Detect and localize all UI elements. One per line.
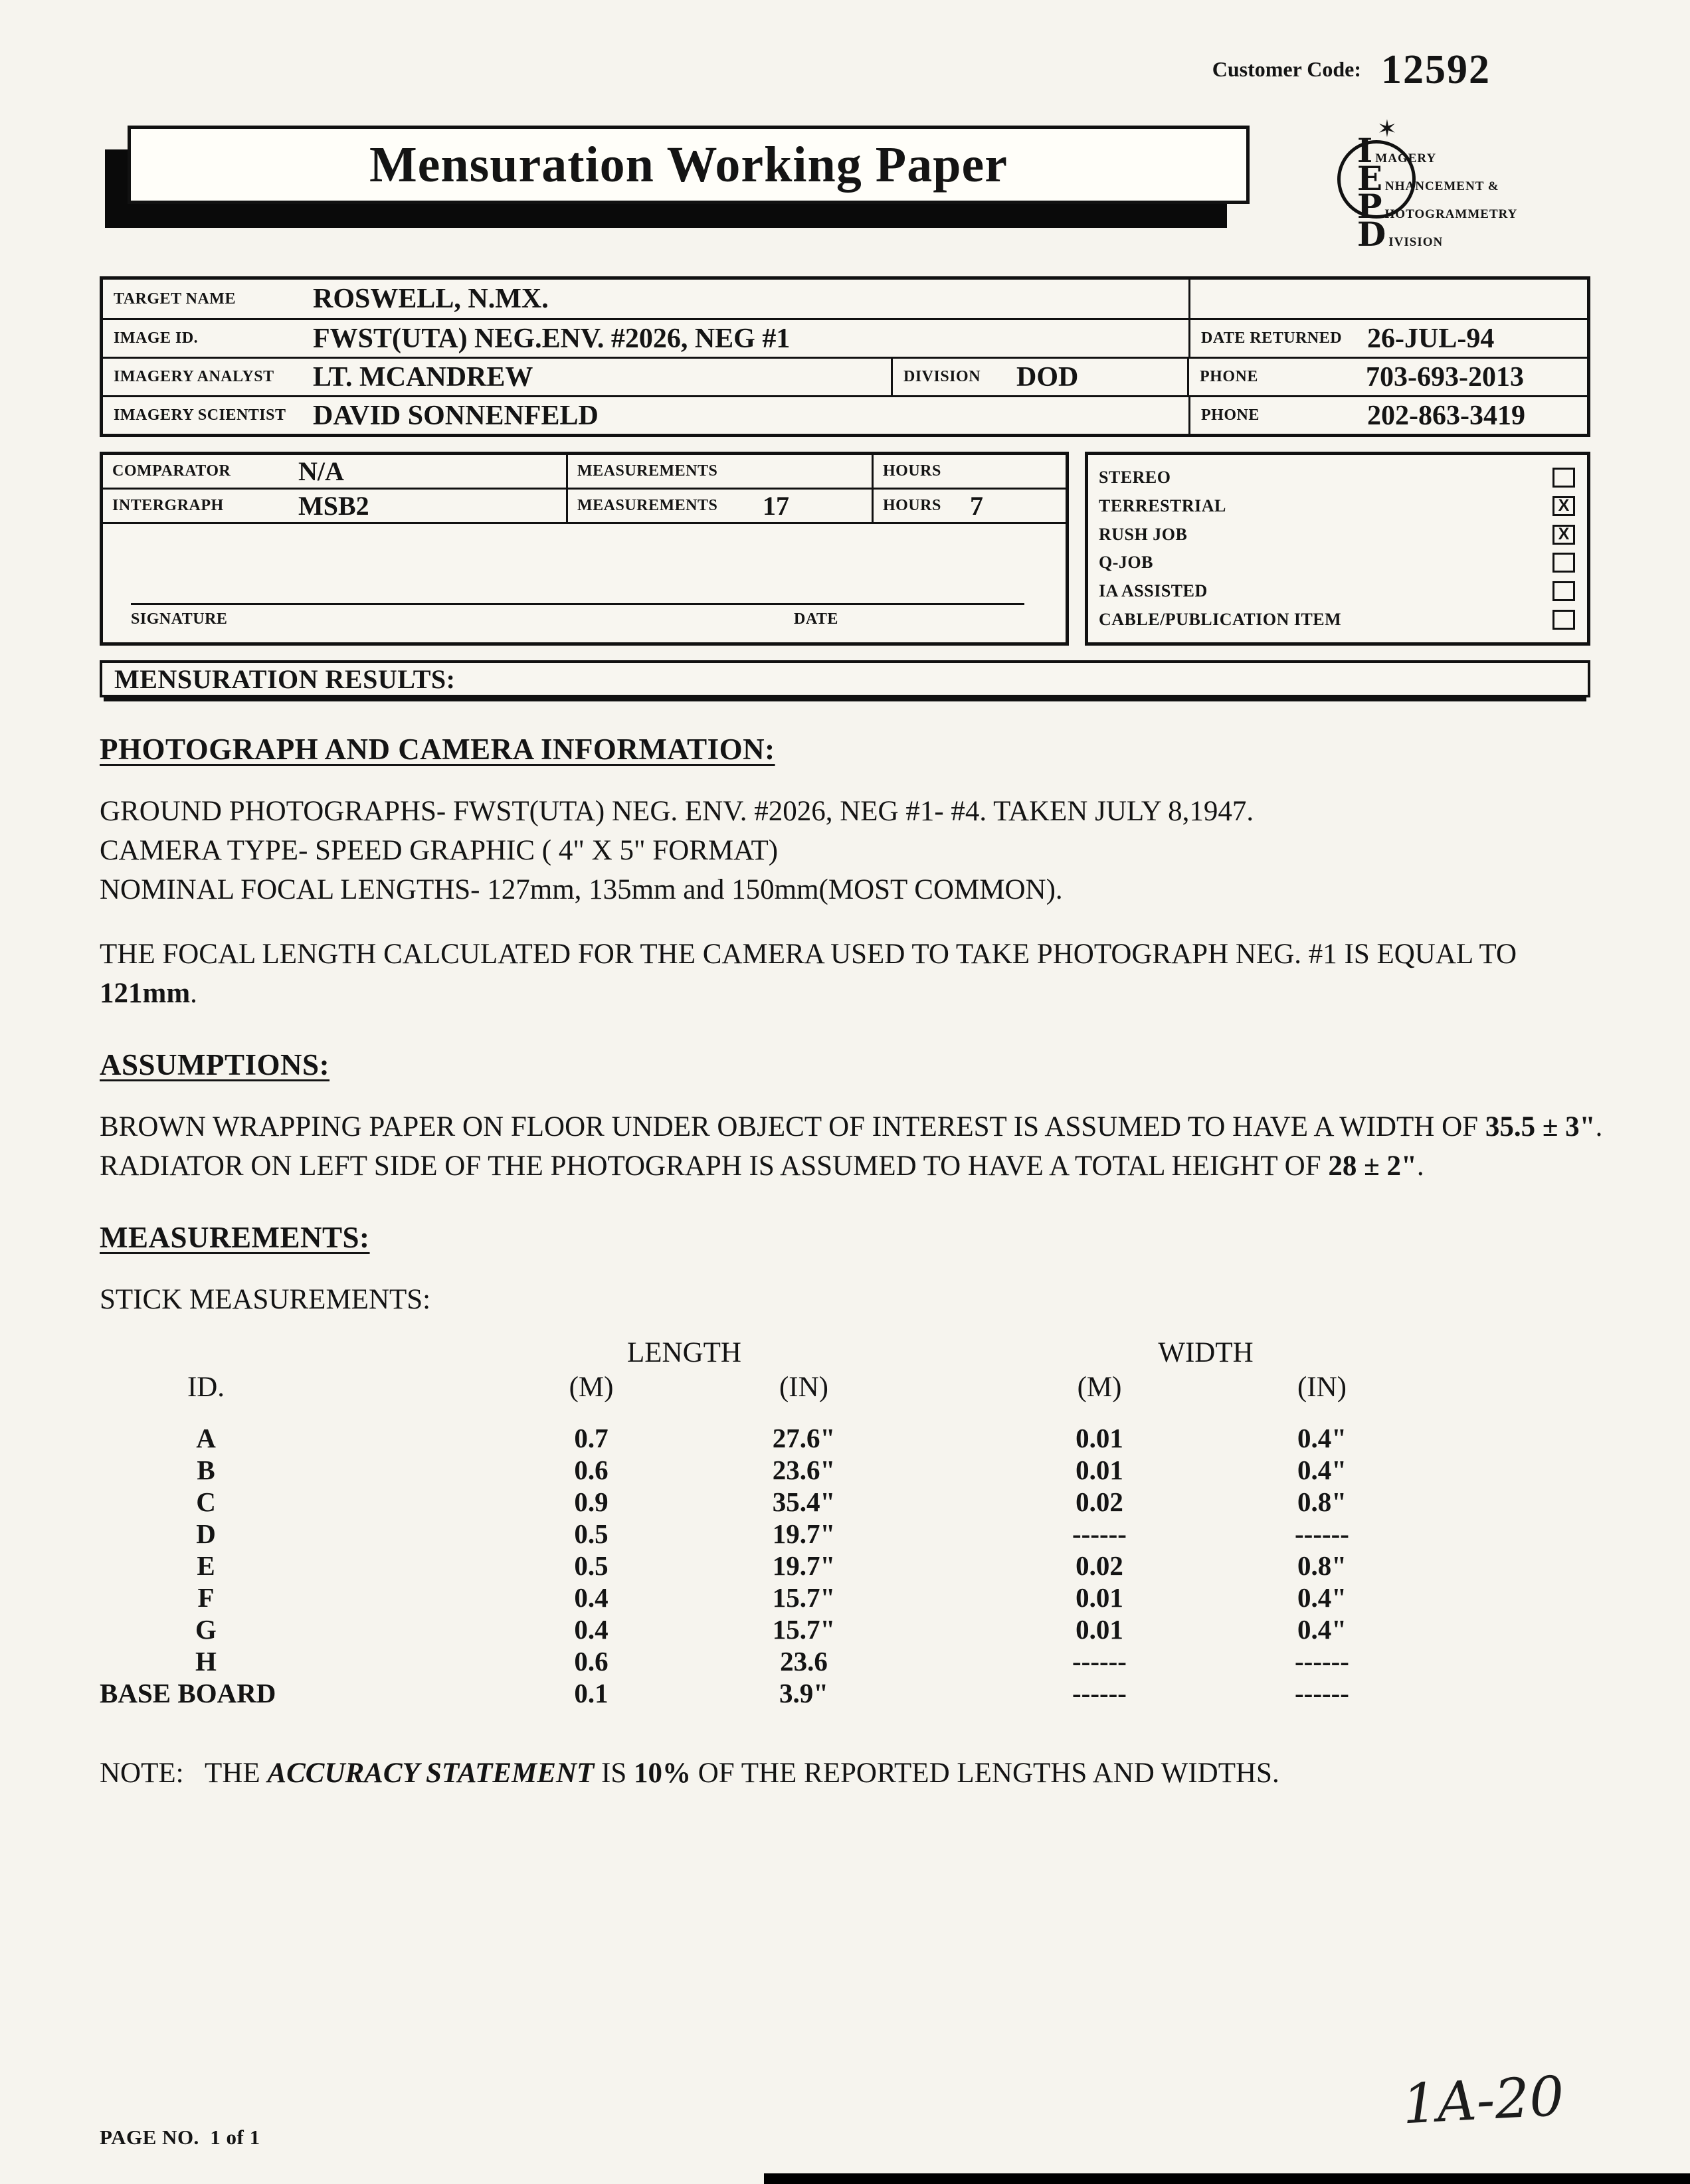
header-spacer bbox=[100, 1336, 472, 1369]
logo-word: NHANCEMENT & bbox=[1385, 179, 1499, 193]
assumption-2-text: RADIATOR ON LEFT SIDE OF THE PHOTOGRAPH IS ASSUMED TO HAVE A TOTAL HEIGHT OF bbox=[100, 1150, 1329, 1182]
assumptions-heading: ASSUMPTIONS: bbox=[100, 1048, 330, 1081]
cable-publication-checkbox bbox=[1552, 610, 1575, 630]
signature-label: SIGNATURE bbox=[131, 610, 228, 628]
scientist-phone-label: PHONE bbox=[1201, 407, 1260, 424]
intergraph-value: MSB2 bbox=[298, 491, 369, 521]
logo-letter-p: P bbox=[1357, 187, 1383, 226]
hours-value: 7 bbox=[970, 491, 983, 521]
row-width-m: ------ bbox=[1072, 1646, 1127, 1677]
row-length-in: 15.7" bbox=[772, 1582, 836, 1613]
target-info-table bbox=[100, 276, 1590, 437]
cell-target-name bbox=[103, 280, 1188, 318]
table-column-headers bbox=[100, 1369, 1590, 1405]
header-spacer bbox=[897, 1336, 983, 1369]
photo-line-3: NOMINAL FOCAL LENGTHS- 127mm, 135mm and 150mm(MOST COMMON). bbox=[100, 874, 1063, 905]
cell-analyst-phone bbox=[1187, 359, 1586, 395]
row-id: G bbox=[195, 1614, 217, 1645]
hours-label-1: HOURS bbox=[883, 462, 941, 480]
cell-division bbox=[891, 359, 1187, 395]
row-width-m: ------ bbox=[1072, 1678, 1127, 1708]
customer-code-row bbox=[0, 0, 1690, 94]
row-intergraph bbox=[103, 490, 1066, 524]
measurements-label-2: MEASUREMENTS bbox=[577, 497, 718, 514]
logo-letter-e: E bbox=[1357, 159, 1384, 198]
table-row-e bbox=[100, 1550, 1590, 1582]
row-id: C bbox=[196, 1487, 216, 1517]
note-percentage: 10% bbox=[634, 1758, 691, 1789]
target-name-value: ROSWELL, N.MX. bbox=[313, 284, 549, 314]
width-in-header: (IN) bbox=[1297, 1371, 1347, 1403]
stereo-checkbox bbox=[1552, 468, 1575, 488]
table-body bbox=[100, 1422, 1590, 1709]
cell-scientist-phone bbox=[1188, 397, 1587, 434]
row-width-in: 0.4" bbox=[1297, 1582, 1347, 1613]
q-job-checkbox bbox=[1552, 553, 1575, 573]
table-row-f bbox=[100, 1582, 1590, 1613]
customer-code-value: 12592 bbox=[1381, 47, 1491, 92]
signature-area bbox=[103, 603, 1066, 633]
photo-camera-heading: PHOTOGRAPH AND CAMERA INFORMATION: bbox=[100, 733, 775, 766]
table-group-headers bbox=[100, 1336, 1590, 1369]
photo-camera-paragraph bbox=[100, 792, 1590, 909]
cell-date-returned bbox=[1188, 320, 1587, 357]
row-length-m: 0.1 bbox=[574, 1678, 609, 1708]
note-accuracy-statement: ACCURACY STATEMENT bbox=[267, 1758, 595, 1789]
focal-length-paragraph bbox=[100, 935, 1590, 1013]
analyst-label: IMAGERY ANALYST bbox=[114, 368, 274, 385]
logo-text bbox=[1343, 126, 1590, 254]
terrestrial-checkbox: X bbox=[1552, 496, 1575, 516]
row-length-m: 0.6 bbox=[574, 1455, 609, 1485]
row-id: E bbox=[197, 1550, 215, 1581]
analyst-phone-value: 703-693-2013 bbox=[1366, 361, 1524, 393]
note-tail: OF THE REPORTED LENGTHS AND WIDTHS. bbox=[691, 1758, 1279, 1789]
logo-line-imagery bbox=[1357, 131, 1590, 170]
stereo-label: STEREO bbox=[1099, 468, 1171, 487]
ia-assisted-label: IA ASSISTED bbox=[1099, 581, 1208, 601]
target-name-label: TARGET NAME bbox=[114, 290, 236, 308]
checkbox-row-terrestrial bbox=[1099, 493, 1575, 519]
scan-edge-bar bbox=[764, 2173, 1690, 2184]
logo-word: HOTOGRAMMETRY bbox=[1384, 207, 1518, 221]
rush-job-label: RUSH JOB bbox=[1099, 524, 1188, 544]
iepd-logo bbox=[1343, 116, 1590, 254]
note-prefix: NOTE: THE bbox=[100, 1758, 268, 1789]
assumptions-paragraph bbox=[100, 1107, 1603, 1186]
division-label: DIVISION bbox=[903, 368, 981, 385]
assumption-line-1 bbox=[100, 1107, 1603, 1146]
id-column-header: ID. bbox=[187, 1371, 225, 1403]
terrestrial-label: TERRESTRIAL bbox=[1099, 496, 1226, 515]
work-row bbox=[100, 452, 1590, 646]
row-id: BASE BOARD bbox=[100, 1678, 276, 1708]
row-width-in: 0.8" bbox=[1297, 1550, 1347, 1581]
length-in-header: (IN) bbox=[779, 1371, 828, 1403]
accuracy-note bbox=[100, 1757, 1590, 1789]
row-image-id bbox=[103, 318, 1587, 357]
row-comparator bbox=[103, 455, 1066, 490]
row-length-in: 23.6" bbox=[772, 1455, 836, 1485]
stick-measurements-table bbox=[100, 1336, 1590, 1709]
row-width-m: 0.01 bbox=[1076, 1455, 1123, 1485]
row-width-m: 0.02 bbox=[1076, 1550, 1123, 1581]
row-length-m: 0.7 bbox=[574, 1423, 609, 1453]
cell-image-id bbox=[103, 320, 1188, 357]
row-width-in: ------ bbox=[1295, 1678, 1349, 1708]
table-row-g bbox=[100, 1613, 1590, 1645]
title-box bbox=[128, 126, 1250, 204]
length-group-header: LENGTH bbox=[627, 1337, 741, 1368]
table-row-a bbox=[100, 1422, 1590, 1454]
row-length-m: 0.6 bbox=[574, 1646, 609, 1677]
cell-measurements-1 bbox=[568, 455, 874, 488]
assumption-2-period: . bbox=[1416, 1150, 1424, 1182]
cell-scientist bbox=[103, 397, 1188, 434]
logo-word: IVISION bbox=[1388, 235, 1444, 249]
row-id: B bbox=[197, 1455, 215, 1485]
length-m-header: (M) bbox=[569, 1371, 614, 1403]
focal-line-2 bbox=[100, 974, 1590, 1013]
cell-measurements-2 bbox=[568, 490, 874, 522]
comparator-label: COMPARATOR bbox=[112, 462, 231, 480]
logo-star-icon: ✶ bbox=[1376, 116, 1398, 142]
cell-empty bbox=[1188, 280, 1587, 318]
cable-publication-label: CABLE/PUBLICATION ITEM bbox=[1099, 609, 1342, 629]
signature-labels bbox=[103, 610, 1066, 633]
checkbox-row-cable-publication bbox=[1099, 606, 1575, 633]
logo-letter-i: I bbox=[1357, 131, 1374, 170]
ia-assisted-checkbox bbox=[1552, 581, 1575, 601]
row-width-in: ------ bbox=[1295, 1518, 1349, 1549]
checkbox-row-ia-assisted bbox=[1099, 578, 1575, 604]
row-target-name bbox=[103, 280, 1587, 318]
image-id-label: IMAGE ID. bbox=[114, 329, 199, 347]
measurements-value: 17 bbox=[763, 491, 789, 521]
note-mid: IS bbox=[594, 1758, 634, 1789]
photo-line-2: CAMERA TYPE- SPEED GRAPHIC ( 4" X 5" FORMAT) bbox=[100, 835, 779, 866]
comparator-box bbox=[100, 452, 1069, 646]
comparator-value: N/A bbox=[298, 456, 344, 486]
cell-comparator bbox=[103, 455, 568, 488]
checkbox-row-rush-job bbox=[1099, 521, 1575, 548]
row-width-in: ------ bbox=[1295, 1646, 1349, 1677]
row-length-m: 0.5 bbox=[574, 1518, 609, 1549]
analyst-value: LT. MCANDREW bbox=[313, 361, 533, 393]
image-id-value: FWST(UTA) NEG.ENV. #2026, NEG #1 bbox=[313, 323, 791, 354]
row-length-in: 35.4" bbox=[772, 1487, 836, 1517]
width-m-header: (M) bbox=[1077, 1371, 1122, 1403]
measurements-heading: MEASUREMENTS: bbox=[100, 1221, 370, 1254]
assumption-1-value: 35.5 ± 3" bbox=[1485, 1111, 1596, 1142]
row-width-in: 0.4" bbox=[1297, 1455, 1347, 1485]
job-type-checkbox-panel bbox=[1085, 452, 1590, 646]
rush-job-checkbox: X bbox=[1552, 525, 1575, 545]
checkbox-row-q-job bbox=[1099, 549, 1575, 576]
scientist-value: DAVID SONNENFELD bbox=[313, 400, 599, 431]
table-row-base-board bbox=[100, 1677, 1590, 1709]
hours-label-2: HOURS bbox=[883, 497, 941, 514]
table-row-c bbox=[100, 1486, 1590, 1518]
measurements-label-1: MEASUREMENTS bbox=[577, 462, 718, 480]
row-width-m: 0.01 bbox=[1076, 1614, 1123, 1645]
title-banner-row bbox=[128, 116, 1590, 254]
row-length-in: 23.6 bbox=[780, 1646, 828, 1677]
date-returned-label: DATE RETURNED bbox=[1201, 329, 1343, 347]
focal-line-1: THE FOCAL LENGTH CALCULATED FOR THE CAMERA USED TO TAKE PHOTOGRAPH NEG. #1 IS EQUAL TO bbox=[100, 939, 1517, 970]
row-length-in: 3.9" bbox=[779, 1678, 828, 1708]
row-length-in: 19.7" bbox=[772, 1550, 836, 1581]
row-width-m: 0.01 bbox=[1076, 1582, 1123, 1613]
mensuration-results-banner bbox=[100, 660, 1590, 697]
row-length-in: 19.7" bbox=[772, 1518, 836, 1549]
mensuration-results-title: MENSURATION RESULTS: bbox=[114, 664, 456, 694]
document-body bbox=[100, 732, 1603, 1789]
row-id: H bbox=[195, 1646, 217, 1677]
cell-intergraph bbox=[103, 490, 568, 522]
table-row-h bbox=[100, 1645, 1590, 1677]
row-width-in: 0.8" bbox=[1297, 1487, 1347, 1517]
row-length-m: 0.4 bbox=[574, 1614, 609, 1645]
division-value: DOD bbox=[1016, 361, 1079, 393]
assumption-2-value: 28 ± 2" bbox=[1328, 1150, 1417, 1182]
width-group-header: WIDTH bbox=[1158, 1337, 1254, 1368]
page-title: Mensuration Working Paper bbox=[369, 136, 1008, 193]
row-length-m: 0.9 bbox=[574, 1487, 609, 1517]
q-job-label: Q-JOB bbox=[1099, 553, 1153, 573]
row-scientist bbox=[103, 395, 1587, 434]
row-id: D bbox=[196, 1518, 216, 1549]
intergraph-label: INTERGRAPH bbox=[112, 497, 224, 514]
row-width-m: ------ bbox=[1072, 1518, 1127, 1549]
table-row-d bbox=[100, 1518, 1590, 1550]
date-label: DATE bbox=[794, 610, 838, 628]
cell-hours-2 bbox=[874, 490, 1066, 522]
cell-analyst bbox=[103, 359, 891, 395]
logo-word: MAGERY bbox=[1375, 151, 1437, 165]
focal-period: . bbox=[190, 978, 197, 1009]
row-width-in: 0.4" bbox=[1297, 1614, 1347, 1645]
assumption-1-text: BROWN WRAPPING PAPER ON FLOOR UNDER OBJECT OF INTEREST IS ASSUMED TO HAVE A WIDTH OF bbox=[100, 1111, 1485, 1142]
photo-line-1: GROUND PHOTOGRAPHS- FWST(UTA) NEG. ENV. #2026, NEG #1- #4. TAKEN JULY 8,1947. bbox=[100, 796, 1254, 827]
handwritten-annotation: 1A-20 bbox=[1400, 2064, 1566, 2137]
stick-measurements-subheading: STICK MEASUREMENTS: bbox=[100, 1284, 431, 1315]
table-row-b bbox=[100, 1454, 1590, 1486]
focal-value: 121mm bbox=[100, 978, 191, 1009]
row-id: F bbox=[197, 1582, 215, 1613]
row-width-in: 0.4" bbox=[1297, 1423, 1347, 1453]
analyst-phone-label: PHONE bbox=[1200, 368, 1258, 385]
checkbox-row-stereo bbox=[1099, 464, 1575, 491]
row-width-m: 0.02 bbox=[1076, 1487, 1123, 1517]
logo-letter-d: D bbox=[1357, 215, 1387, 254]
date-returned-value: 26-JUL-94 bbox=[1367, 323, 1495, 354]
row-length-in: 27.6" bbox=[772, 1423, 836, 1453]
row-length-m: 0.4 bbox=[574, 1582, 609, 1613]
cell-hours-1 bbox=[874, 455, 1066, 488]
row-width-m: 0.01 bbox=[1076, 1423, 1123, 1453]
row-id: A bbox=[196, 1423, 216, 1453]
scientist-label: IMAGERY SCIENTIST bbox=[114, 407, 286, 424]
row-analyst bbox=[103, 357, 1587, 395]
row-length-m: 0.5 bbox=[574, 1550, 609, 1581]
signature-line bbox=[131, 603, 1024, 605]
customer-code-label: Customer Code: bbox=[1212, 57, 1361, 81]
row-length-in: 15.7" bbox=[772, 1614, 836, 1645]
assumption-line-2 bbox=[100, 1146, 1590, 1186]
assumption-1-period: . bbox=[1595, 1111, 1603, 1142]
page-number: PAGE NO. 1 of 1 bbox=[100, 2126, 260, 2149]
scientist-phone-value: 202-863-3419 bbox=[1367, 400, 1525, 431]
